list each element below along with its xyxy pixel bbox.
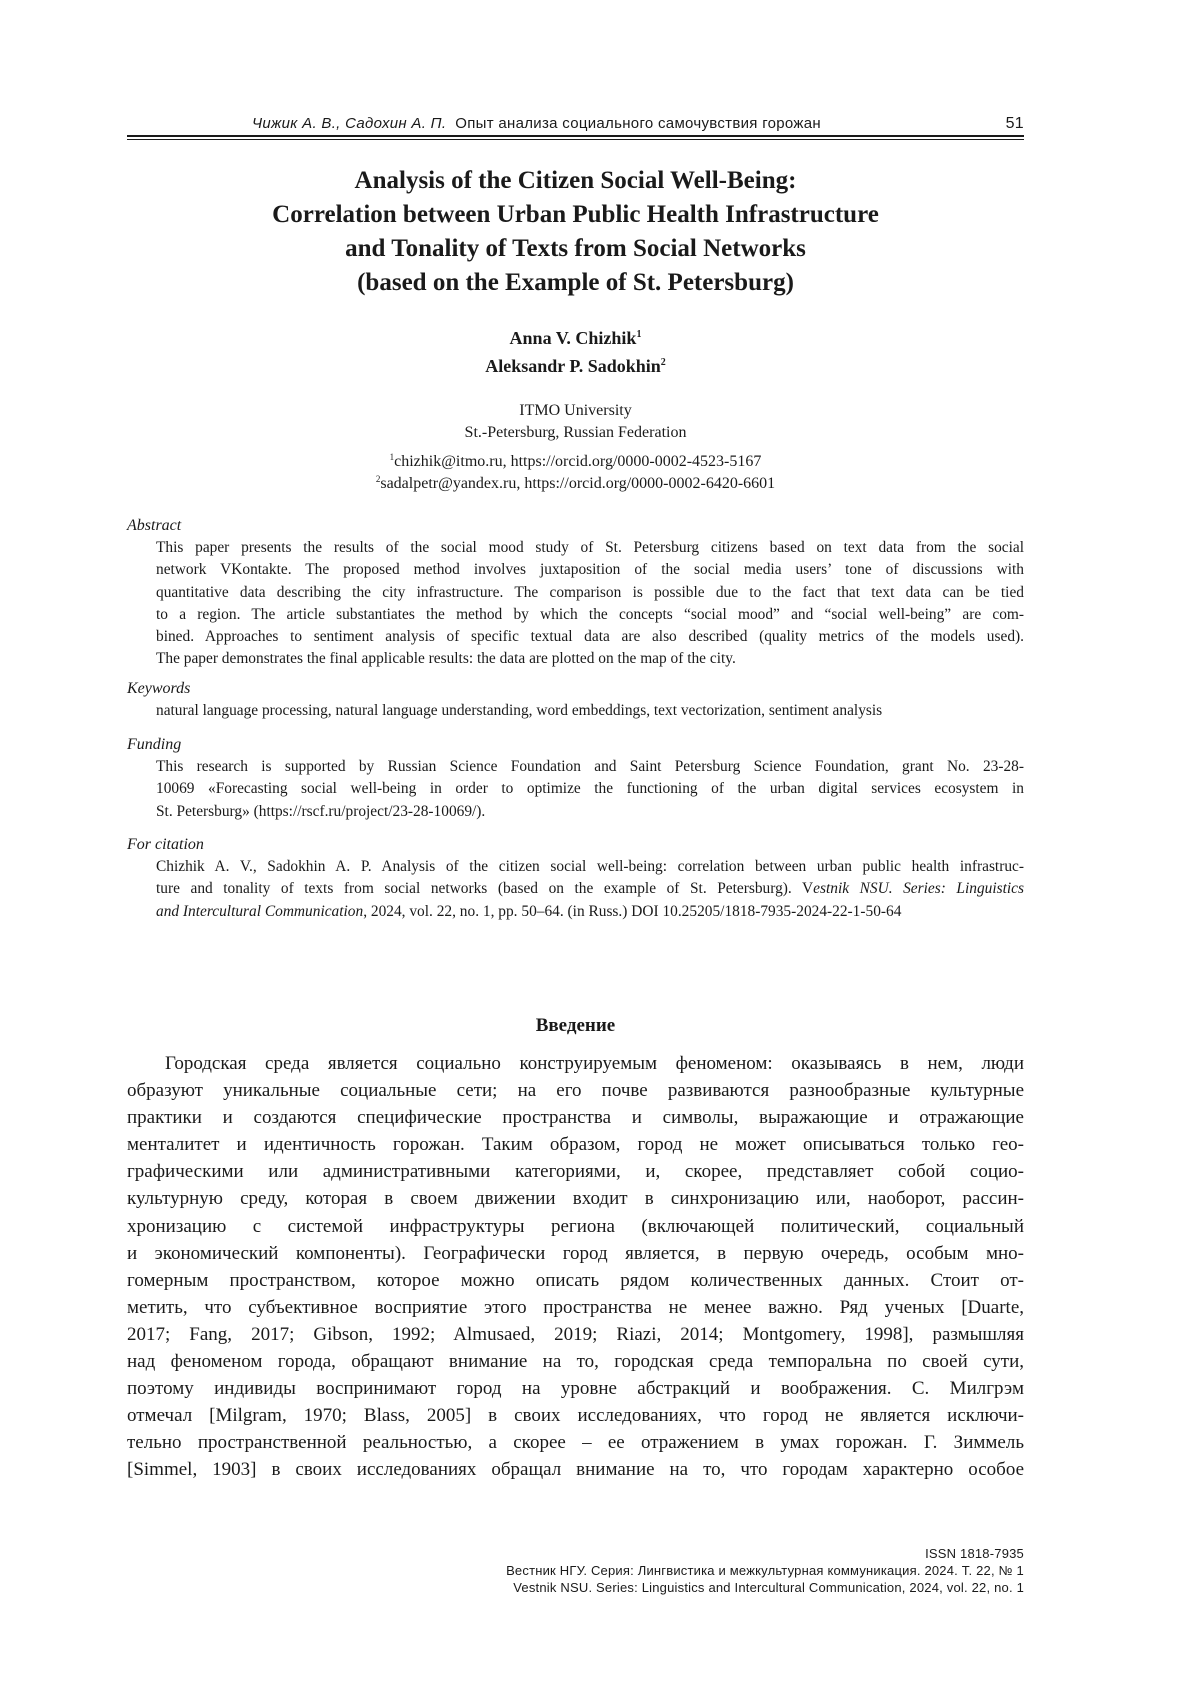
intro-line: практики и создаются специфические пространства и символы, выражающие и отражающие (127, 1107, 1024, 1129)
citation-line: Chizhik A. V., Sadokhin A. P. Analysis of the citizen social well-being: correlation between urban public health infrastruc- (156, 858, 1024, 875)
page-number: 51 (1005, 115, 1024, 132)
contacts (127, 451, 1024, 495)
author-mark: 2 (660, 357, 666, 368)
keywords-body (127, 700, 1024, 722)
contact-line (127, 473, 1024, 495)
intro-line: Городская среда является социально конструируемым феноменом: оказываясь в нем, люди (165, 1053, 1024, 1074)
contact-text: sadalpetr@yandex.ru, https://orcid.org/0000-0002-6420-6601 (380, 475, 776, 492)
author (127, 352, 1024, 380)
funding-line: This research is supported by Russian Science Foundation and Saint Petersburg Science Foundation, grant No. 23-28- (156, 758, 1024, 775)
intro-line: [Simmel, 1903] в своих исследованиях обращал внимание на то, что городам характерно особое (127, 1459, 1024, 1481)
intro-line: и экономический компоненты). Географически город является, в первую очередь, особым мно- (127, 1242, 1024, 1264)
abstract-body (127, 537, 1024, 671)
abstract-section (127, 515, 1024, 671)
citation-section (127, 834, 1024, 923)
intro-line: менталитет и идентичность горожан. Таким образом, город не может описываться только гео- (127, 1134, 1024, 1156)
abstract-line: quantitative data describing the city infrastructure. The comparison is possible due to the fact that text data can be tied (156, 583, 1024, 601)
header-rule-thick (127, 135, 1024, 137)
abstract-label: Abstract (127, 517, 182, 534)
citation-text: ture and tonality of texts from social networks (based on the example of St. Petersburg). V (156, 880, 814, 898)
intro-line: над феноменом города, обращают внимание на то, городская среда темпоральна по своей сути, (127, 1351, 1024, 1373)
funding-label: Funding (127, 736, 182, 753)
intro-line: метить, что субъективное восприятие этого пространства не менее важно. Ряд ученых [Duarte, (127, 1296, 1024, 1318)
author-name: Anna V. Chizhik (509, 328, 637, 348)
abstract-line: This paper presents the results of the social mood study of St. Petersburg citizens based on text data from the social (156, 539, 1024, 556)
intro-line: поэтому индивиды воспринимают город на уровне абстракций и воображения. С. Милгрэм (127, 1378, 1024, 1400)
intro-line: графическими или административными категориями, и, скорее, представляет собой социо- (127, 1161, 1024, 1183)
title-line: Correlation between Urban Public Health Infrastructure (272, 201, 879, 228)
funding-section (127, 734, 1024, 823)
running-header-short-title: Опыт анализа социального самочувствия горожан (455, 115, 821, 132)
footer-journal-en: Vestnik NSU. Series: Linguistics and Intercultural Communication, 2024, vol. 22, no. 1 (513, 1580, 1024, 1595)
funding-line: St. Petersburg» (https://rscf.ru/project/23-28-10069/). (156, 802, 486, 820)
abstract-line: network VKontakte. The proposed method involves juxtaposition of the social media users’ tone of discussions with (156, 561, 1024, 579)
title-line: and Tonality of Texts from Social Networks (345, 235, 806, 262)
intro-line: образуют уникальные социальные сети; на его почве развиваются разнообразные культурные (127, 1080, 1024, 1102)
abstract-line: The paper demonstrates the final applicable results: the data are plotted on the map of the city. (156, 650, 736, 668)
contact-mark: 2 (375, 474, 381, 484)
citation-body (127, 856, 1024, 923)
intro-body (127, 1050, 1024, 1484)
running-header (127, 113, 1024, 137)
funding-line: 10069 «Forecasting social well-being in order to optimize the functioning of the urban digital services ecosystem in (156, 780, 1024, 798)
intro-heading: Введение (535, 1015, 616, 1036)
intro-line: тельно пространственной реальностью, а скорее – ее отражением в умах горожан. Г. Зиммель (127, 1432, 1024, 1454)
affiliation (127, 400, 1024, 444)
contact-line (127, 451, 1024, 473)
contact-mark: 1 (389, 452, 395, 462)
intro-line: 2017; Fang, 2017; Gibson, 1992; Almusaed, 2019; Riazi, 2014; Montgomery, 1998], размышляя (127, 1323, 1024, 1345)
keywords-text: natural language processing, natural language understanding, word embeddings, text vectorization, sentiment analysis (156, 702, 883, 719)
running-header-authors: Чижик А. В., Садохин А. П. (252, 115, 447, 132)
affiliation-institution: ITMO University (519, 402, 632, 419)
abstract-line: to a region. The article substantiates the method by which the concepts “social mood” and “social well-being” are com- (156, 605, 1024, 623)
abstract-line: bined. Approaches to sentiment analysis of specific textual data are also described (quality metrics of the models used). (156, 628, 1024, 646)
header-rule-thin (127, 139, 1024, 140)
affiliation-location: St.-Petersburg, Russian Federation (464, 424, 687, 441)
authors-block (127, 324, 1024, 380)
author-name: Aleksandr P. Sadokhin (485, 356, 661, 376)
footer-issn: ISSN 1818-7935 (925, 1546, 1024, 1561)
intro-line: культурную среду, которая в своем движении входит в синхронизацию или, наоборот, рассин- (127, 1188, 1024, 1210)
funding-body (127, 756, 1024, 823)
citation-label: For citation (127, 836, 204, 853)
author (127, 324, 1024, 352)
running-header-title (252, 115, 821, 132)
title-line: (based on the Example of St. Petersburg) (357, 269, 794, 296)
intro-line: гомерным пространством, которое можно описать рядом количественных данных. Стоит от- (127, 1269, 1024, 1291)
keywords-section (127, 678, 1024, 722)
intro-line: отмечал [Milgram, 1970; Blass, 2005] в своих исследованиях, что город не является исключи- (127, 1405, 1024, 1427)
citation-journal: and Intercultural Communication (156, 902, 364, 920)
intro-line: хронизацию с системой инфраструктуры региона (включающей политический, социальный (127, 1215, 1024, 1237)
citation-text: , 2024, vol. 22, no. 1, pp. 50–64. (in Russ.) DOI 10.25205/1818-7935-2024-22-1-50-64 (363, 902, 902, 920)
footer-journal-ru: Вестник НГУ. Серия: Лингвистика и межкультурная коммуникация. 2024. Т. 22, № 1 (506, 1563, 1024, 1578)
title-line: Analysis of the Citizen Social Well-Being: (354, 167, 797, 194)
keywords-label: Keywords (127, 680, 191, 697)
contact-text: chizhik@itmo.ru, https://orcid.org/0000-0002-4523-5167 (394, 453, 762, 470)
page-footer (127, 1545, 1024, 1596)
author-mark: 1 (636, 329, 642, 340)
citation-line (156, 901, 1024, 923)
paper-title (127, 164, 1024, 300)
citation-journal: estnik NSU. Series: Linguistics (813, 880, 1024, 898)
citation-line (156, 878, 1024, 900)
